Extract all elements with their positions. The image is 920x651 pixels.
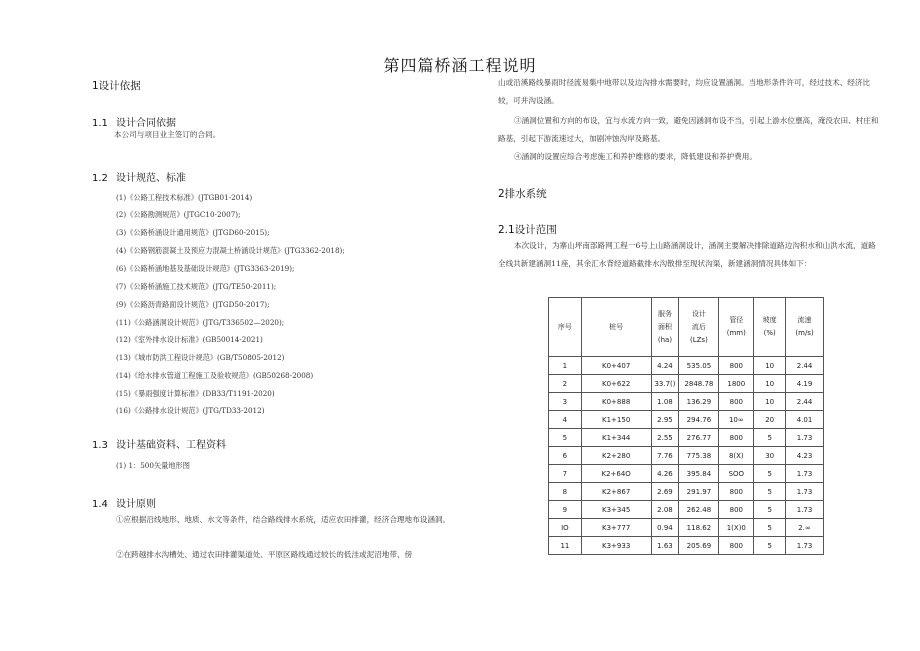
standard-item: (6)《公路桥涵地基及基础设计规范》(JTG3363-2019); bbox=[116, 264, 295, 273]
table-cell: 5 bbox=[754, 483, 786, 501]
table-cell: 1.73 bbox=[786, 537, 824, 555]
section-1-3-heading bbox=[92, 436, 226, 451]
table-cell: K0+407 bbox=[581, 357, 651, 375]
standard-item: (1)《公路工程技术标准》(JTGB01-2014) bbox=[116, 193, 253, 202]
standard-item: (14)《给水排水管道工程施工及验收规范》(GB50268-2008) bbox=[116, 371, 314, 380]
table-cell: 1.73 bbox=[786, 429, 824, 447]
table-cell: 276.77 bbox=[679, 429, 719, 447]
principle-paragraph-2: ②在跨越排水沟槽处、通过农田排灌渠道处、平原区路线通过较长的低洼或泥沼地带、傍 bbox=[116, 550, 413, 559]
table-cell: 291.97 bbox=[679, 483, 719, 501]
table-cell: 262.48 bbox=[679, 501, 719, 519]
table-cell: 0.94 bbox=[651, 519, 679, 537]
table-cell: 2848.78 bbox=[679, 375, 719, 393]
table-header-row bbox=[549, 298, 824, 357]
table-row bbox=[549, 537, 824, 555]
table-cell: 800 bbox=[719, 537, 754, 555]
table-cell: K0+888 bbox=[581, 393, 651, 411]
section-2-1-heading: 2.1设计范围 bbox=[498, 224, 557, 236]
table-cell: 800 bbox=[719, 393, 754, 411]
header-area: 服务 面积 (ha) bbox=[651, 298, 679, 357]
table-cell: 7 bbox=[549, 465, 582, 483]
table-row bbox=[549, 501, 824, 519]
table-cell: 1(X)0 bbox=[719, 519, 754, 537]
table-cell: 10 bbox=[754, 357, 786, 375]
table-row bbox=[549, 357, 824, 375]
table-cell: 775.38 bbox=[679, 447, 719, 465]
table-cell: 2.55 bbox=[651, 429, 679, 447]
table-cell: 5 bbox=[754, 501, 786, 519]
table-cell: 6 bbox=[549, 447, 582, 465]
table-cell: 7.76 bbox=[651, 447, 679, 465]
table-cell: 5 bbox=[754, 429, 786, 447]
table-cell: 5 bbox=[754, 519, 786, 537]
table-cell: 5 bbox=[754, 465, 786, 483]
table-cell: 800 bbox=[719, 357, 754, 375]
standard-item: (9)《公路沥青路面设计规范》(JTGD50-2017); bbox=[116, 300, 270, 309]
table-cell: 1 bbox=[549, 357, 582, 375]
contract-basis-text: 本公司与项目业主签订的合同。 bbox=[114, 130, 221, 139]
table-cell: 535.05 bbox=[679, 357, 719, 375]
table-cell: 2.69 bbox=[651, 483, 679, 501]
table-cell: 1800 bbox=[719, 375, 754, 393]
section-1-4-heading bbox=[92, 495, 156, 510]
section-title: 设计规范、标准 bbox=[116, 173, 186, 184]
header-slope: 坡度 (%) bbox=[754, 298, 786, 357]
table-cell: 1.73 bbox=[786, 465, 824, 483]
standard-item: (3)《公路桥涵设计通用规范》(JTGD60-2015); bbox=[116, 228, 270, 237]
table-cell: 10 bbox=[754, 393, 786, 411]
table-cell: 4.01 bbox=[786, 411, 824, 429]
table-cell: 9 bbox=[549, 501, 582, 519]
table-cell: K2+867 bbox=[581, 483, 651, 501]
table-cell: 8(X) bbox=[719, 447, 754, 465]
principle-paragraph-4: ④涵洞的设置应综合考虑施工和养护维修的要求，降低建设和养护费用。 bbox=[514, 152, 757, 161]
header-seq: 序号 bbox=[549, 298, 582, 357]
table-cell: K0+622 bbox=[581, 375, 651, 393]
standard-item: (7)《公路桥涵施工技术规范》(JTG/TE50-2011); bbox=[116, 282, 277, 291]
table-cell: 3 bbox=[549, 393, 582, 411]
table-row bbox=[549, 447, 824, 465]
table-row bbox=[549, 429, 824, 447]
table-cell: 5 bbox=[754, 537, 786, 555]
table-cell: 4.26 bbox=[651, 465, 679, 483]
standard-item: (12)《室外排水设计标准》(GB50014-2021) bbox=[116, 335, 263, 344]
standard-item: (15)《暴雨强度计算标准》(DB33/T1191-2020) bbox=[116, 389, 275, 398]
table-cell: K1+344 bbox=[581, 429, 651, 447]
table-cell: K3+933 bbox=[581, 537, 651, 555]
table-row bbox=[549, 483, 824, 501]
section-title: 设计合同依据 bbox=[116, 118, 176, 129]
table-cell: SOO bbox=[719, 465, 754, 483]
table-cell: K3+345 bbox=[581, 501, 651, 519]
table-cell: 800 bbox=[719, 501, 754, 519]
table-cell: 800 bbox=[719, 429, 754, 447]
table-cell: 4.23 bbox=[786, 447, 824, 465]
table-cell: 294.76 bbox=[679, 411, 719, 429]
section-number: 1.2 bbox=[92, 173, 108, 184]
standard-item: (11)《公路涵洞设计规范》(JTG/T336502—2020); bbox=[116, 318, 285, 327]
header-station: 桩号 bbox=[581, 298, 651, 357]
table-cell: 4.19 bbox=[786, 375, 824, 393]
table-cell: 33.7() bbox=[651, 375, 679, 393]
standard-item: (2)《公路勘测规范》(JTGC10-2007); bbox=[116, 210, 241, 219]
table-cell: 4 bbox=[549, 411, 582, 429]
table-cell: IO bbox=[549, 519, 582, 537]
table-cell: 136.29 bbox=[679, 393, 719, 411]
table-cell: 118.62 bbox=[679, 519, 719, 537]
standard-item: (16)《公路排水设计规范》(JTG/TD33-2012) bbox=[116, 406, 265, 415]
table-cell: 1.73 bbox=[786, 501, 824, 519]
table-cell: 10∞ bbox=[719, 411, 754, 429]
section-number: 1.3 bbox=[92, 440, 108, 451]
table-row bbox=[549, 393, 824, 411]
section-1-2-heading bbox=[92, 169, 186, 184]
header-diameter: 管径 (mm) bbox=[719, 298, 754, 357]
table-cell: K3+777 bbox=[581, 519, 651, 537]
header-velocity: 流速 (m/s) bbox=[786, 298, 824, 357]
header-flow: 设计 流后 (LZs) bbox=[679, 298, 719, 357]
table-cell: 11 bbox=[549, 537, 582, 555]
principle-paragraph-2-continued: 山或沿溪路线暴雨时径流易集中地带以及边沟排水需要时，均应设置涵洞。当地形条件许可，经过技术、经济比较，可并沟设涵。 bbox=[498, 78, 871, 105]
page-title: 第四篇桥涵工程说明 bbox=[383, 56, 537, 75]
table-cell: 2.44 bbox=[786, 393, 824, 411]
table-cell: K2+64O bbox=[581, 465, 651, 483]
table-cell: 20 bbox=[754, 411, 786, 429]
table-cell: 1.08 bbox=[651, 393, 679, 411]
table-cell: 5 bbox=[549, 429, 582, 447]
table-cell: 4.24 bbox=[651, 357, 679, 375]
section-title: 设计原则 bbox=[116, 499, 156, 510]
principle-paragraph-3: ③涵洞位置和方向的布设，宜与水流方向一致，避免因涵洞布设不当，引起上游水位壅高，淹没农田、村庄和路基，引起下游流速过大，加剧冲蚀沟岸及路基。 bbox=[498, 116, 879, 143]
table-cell: 2.95 bbox=[651, 411, 679, 429]
section-title: 设计基础资料、工程资料 bbox=[116, 440, 226, 451]
table-cell: K2+280 bbox=[581, 447, 651, 465]
table-cell: 8 bbox=[549, 483, 582, 501]
table-row bbox=[549, 411, 824, 429]
table-cell: 2 bbox=[549, 375, 582, 393]
base-data-item: (1) 1：500矢量地形图 bbox=[116, 461, 190, 470]
table-cell: 10 bbox=[754, 375, 786, 393]
table-row bbox=[549, 375, 824, 393]
section-1-heading: 1设计依据 bbox=[92, 80, 141, 92]
table-cell: 800 bbox=[719, 483, 754, 501]
table-cell: 2.∞ bbox=[786, 519, 824, 537]
section-number: 1.1 bbox=[92, 118, 108, 129]
table-cell: 2.08 bbox=[651, 501, 679, 519]
table-row bbox=[549, 519, 824, 537]
standard-item: (4)《公路钢筋混凝土及预应力混凝土桥涵设计规范》(JTG3362-2018); bbox=[116, 246, 345, 255]
culvert-table bbox=[548, 297, 824, 555]
table-cell: K1+150 bbox=[581, 411, 651, 429]
principle-paragraph-1: ①应根据沿线地形、地质、水文等条件，结合路线排水系统，适应农田排灌，经济合理地布设涵洞。 bbox=[116, 515, 451, 524]
table-cell: 1.73 bbox=[786, 483, 824, 501]
table-cell: 30 bbox=[754, 447, 786, 465]
standard-item: (13)《城市防洪工程设计规范》(GB/T50805-2012) bbox=[116, 353, 285, 362]
section-2-heading: 2排水系统 bbox=[498, 188, 547, 200]
section-number: 1.4 bbox=[92, 499, 108, 510]
table-cell: 1.63 bbox=[651, 537, 679, 555]
table-row bbox=[549, 465, 824, 483]
design-scope-text: 本次设计，为寨山坪南部路网工程一6号上山路涵洞设计，涵洞主要解决排除道路边沟积水和山洪水流，道路全线共新建涵洞11座，其余汇水背经道路截排水沟散排至现状沟渠，新建涵洞情况具体如下： bbox=[498, 241, 876, 268]
table-cell: 205.69 bbox=[679, 537, 719, 555]
table-cell: 395.84 bbox=[679, 465, 719, 483]
table-cell: 2.44 bbox=[786, 357, 824, 375]
